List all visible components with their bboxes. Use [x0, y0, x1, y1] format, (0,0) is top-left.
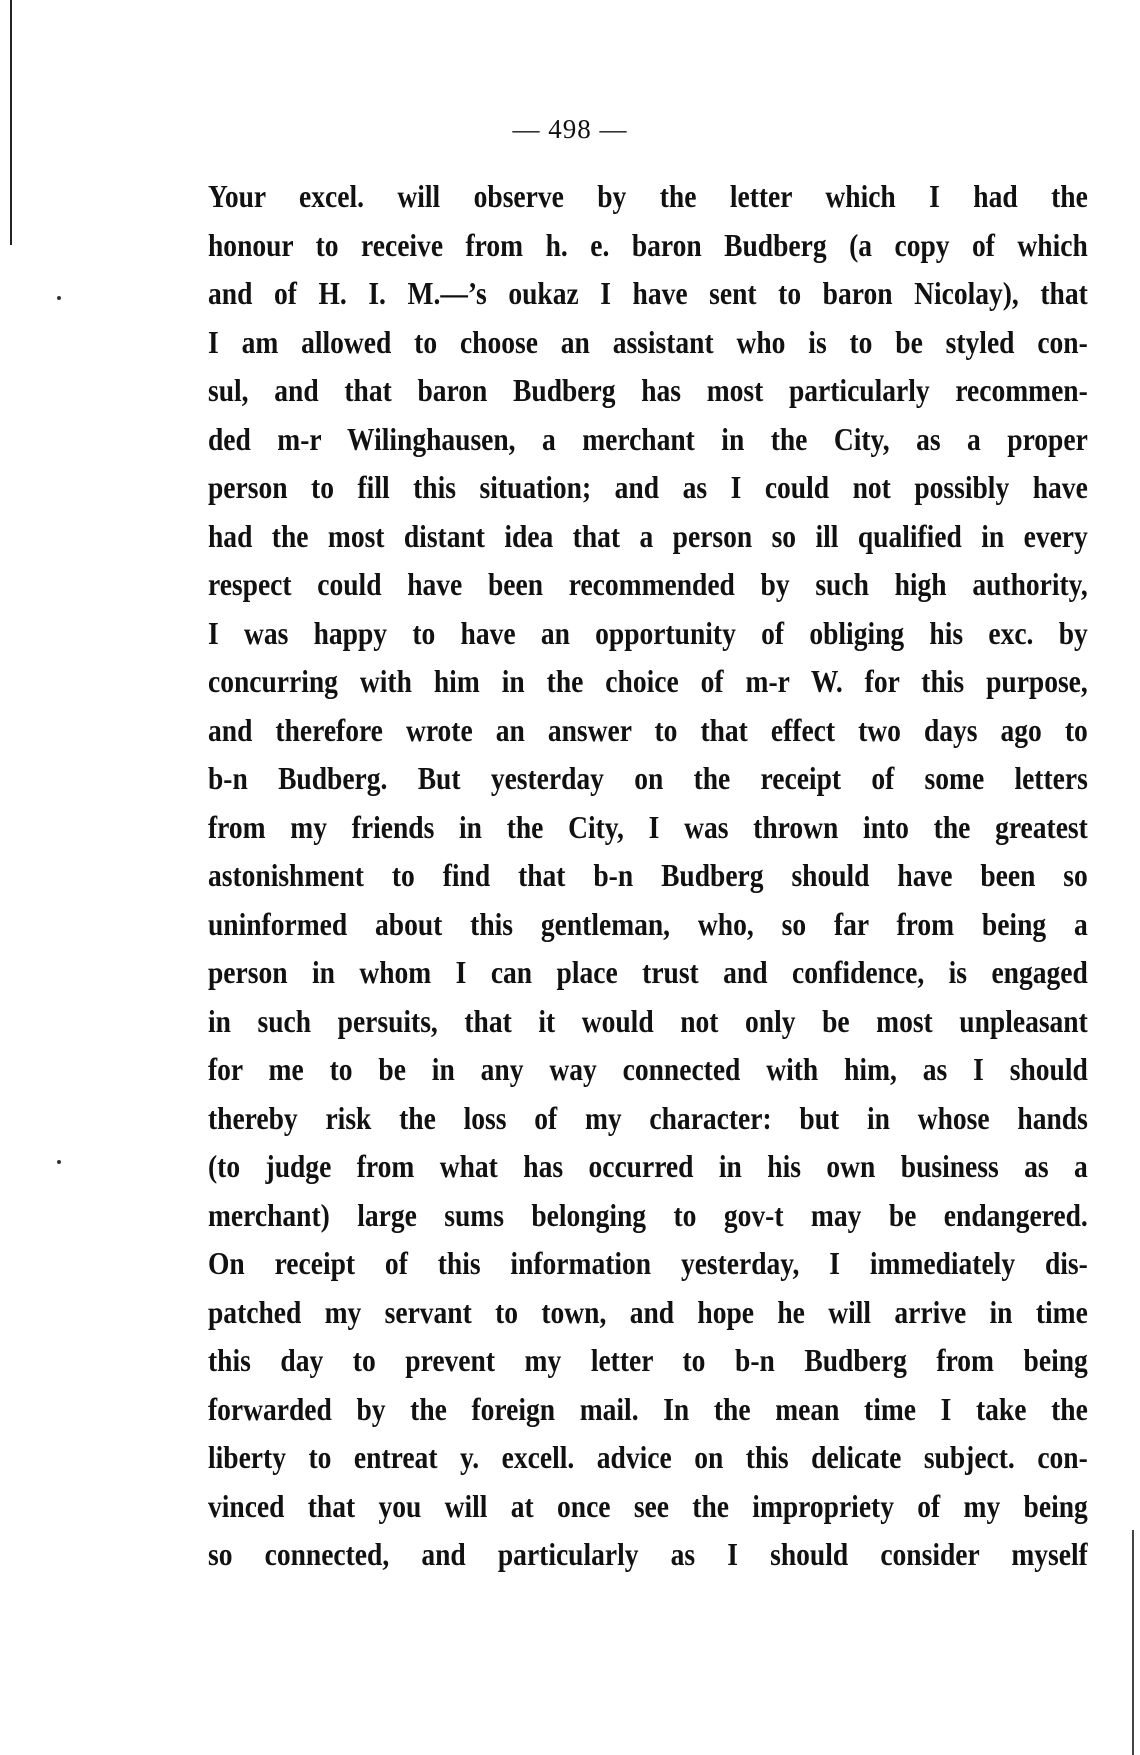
body-text	[208, 172, 1088, 1579]
text-line: vinced that you will at once see the impropriety of my being	[208, 1487, 1088, 1524]
text-line: honour to receive from h. e. baron Budberg (a copy of which	[208, 226, 1088, 263]
text-line: sul, and that baron Budberg has most particularly recommen-	[208, 372, 1088, 408]
text-line: merchant) large sums belonging to gov-t may be endangered.	[208, 1196, 1088, 1233]
scan-edge-right	[1132, 1530, 1134, 1755]
text-line: concurring with him in the choice of m-r W. for this purpose,	[208, 663, 1088, 699]
page-number: — 498 —	[512, 114, 628, 144]
text-line: person in whom I can place trust and confidence, is engaged	[208, 954, 1088, 990]
text-line: for me to be in any way connected with him, as I should	[208, 1051, 1088, 1087]
text-line: uninformed about this gentleman, who, so far from being a	[208, 905, 1088, 942]
text-line: so connected, and particularly as I should consider myself	[208, 1536, 1088, 1572]
text-line: thereby risk the loss of my character: but in whose hands	[208, 1099, 1088, 1136]
text-line: had the most distant idea that a person so ill qualified in every	[208, 517, 1088, 554]
text-line: and therefore wrote an answer to that effect two days ago to	[208, 711, 1088, 748]
text-line: astonishment to find that b-n Budberg should have been so	[208, 857, 1088, 893]
text-line: On receipt of this information yesterday, I immediately dis-	[208, 1245, 1088, 1281]
text-line: b-n Budberg. But yesterday on the receipt of some letters	[208, 760, 1088, 796]
text-line: ded m-r Wilinghausen, a merchant in the City, as a proper	[208, 420, 1088, 457]
text-line: patched my servant to town, and hope he will arrive in time	[208, 1293, 1088, 1330]
text-line: and of H. I. M.—’s oukaz I have sent to baron Nicolay), that	[208, 275, 1088, 311]
text-line: I was happy to have an opportunity of obliging his exc. by	[208, 614, 1088, 651]
text-line: Your excel. will observe by the letter which I had the	[208, 178, 1088, 214]
text-line: (to judge from what has occurred in his own business as a	[208, 1148, 1088, 1184]
text-line: person to fill this situation; and as I could not possibly have	[208, 469, 1088, 505]
text-line: respect could have been recommended by such high authority,	[208, 566, 1088, 602]
text-line: forwarded by the foreign mail. In the mean time I take the	[208, 1390, 1088, 1427]
scan-speck	[57, 296, 61, 300]
text-line: in such persuits, that it would not only be most unpleasant	[208, 1002, 1088, 1039]
text-line: this day to prevent my letter to b-n Budberg from being	[208, 1342, 1088, 1378]
scan-speck	[57, 1160, 61, 1164]
text-line: I am allowed to choose an assistant who is to be styled con-	[208, 323, 1088, 360]
text-line: liberty to entreat y. excell. advice on this delicate subject. con-	[208, 1439, 1088, 1475]
text-line: from my friends in the City, I was thrown into the greatest	[208, 808, 1088, 845]
